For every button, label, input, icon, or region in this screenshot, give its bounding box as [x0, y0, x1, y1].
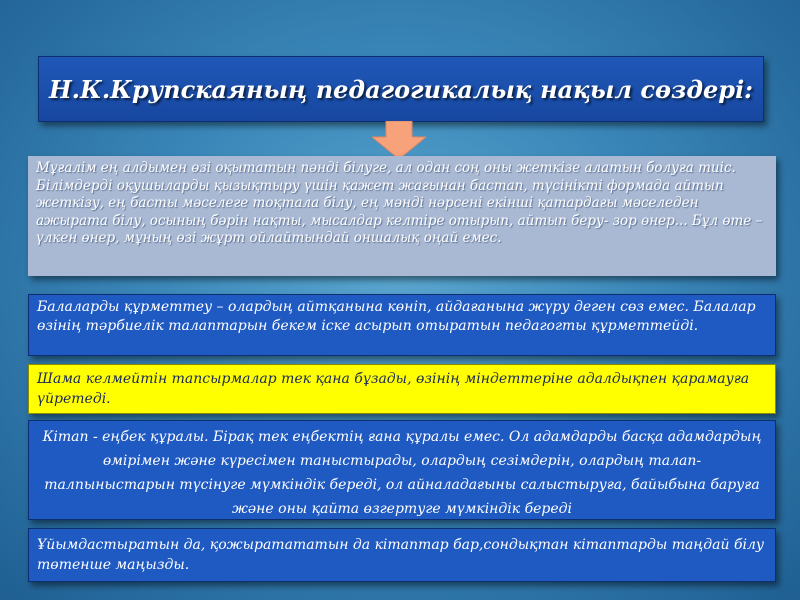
quote-box-respect: Балаларды құрметтеу – олардың айтқанына көніп, айдағанына жүру деген сөз емес. Балалар өзінің тәрбиелік талаптарын бекем іске асырып отыратын педагогты құрметтейді. [28, 294, 776, 356]
title-box [38, 56, 764, 122]
quote-box-tasks: Шама келмейтін тапсырмалар тек қана бұзады, өзінің міндеттеріне адалдықпен қарамауға үйретеді. [28, 364, 776, 414]
slide-title: Н.К.Крупскаяның педагогикалық нақыл сөздері: [48, 74, 754, 104]
down-arrow-icon [372, 121, 426, 159]
quote-box-books-choice: Ұйымдастыратын да, қожыратататын да кітаптар бар,сондықтан кітаптарды таңдай білу төтенше маңызды. [28, 528, 776, 582]
quote-box-teacher: Мұғалім ең алдымен өзі оқытатын пәнді білуге, ал одан соң оны жеткізе алатын болуға тиіс. Білімдерді оқушыларды қызықтыру үшін қажет жағынан бастап, түсінікті формада айтып жеткізу, ең басты мәселеге тоқтала білу, ең мәнді нәрсені екінші қатардағы мәселеден ажырата білу, осының бәрін нақты, мысалдар келтіре отырып, айтып беру- зор өнер... Бұл өте – үлкен өнер, мұның өзі жұрт ойлайтындай оншалық оңай емес. [28, 156, 776, 276]
quote-box-book: Кітап - еңбек құралы. Бірақ тек еңбектің ғана құралы емес. Ол адамдарды басқа адамдардың өмірімен және күресімен таныстырады, олардың сезімдерін, олардың талап-талпыныстарын түсінуге мүмкіндік береді, ол айналадағыны салыстыруға, байыбына баруға және оны қайта өзгертуге мүмкіндік береді [28, 420, 776, 520]
